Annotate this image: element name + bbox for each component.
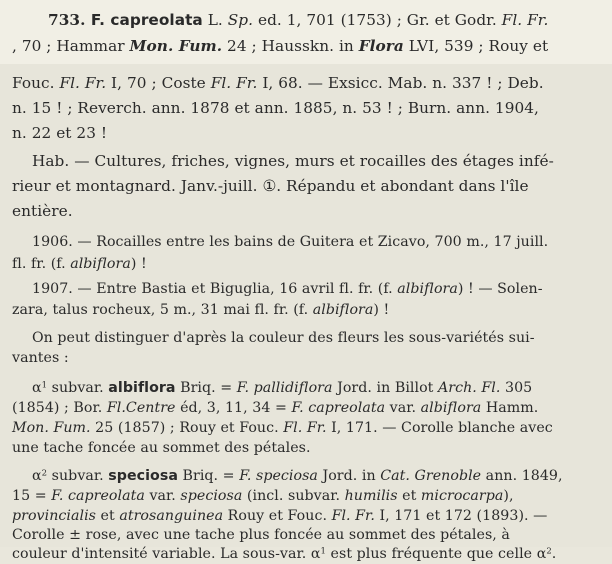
habitat-line-3: entière. — [12, 202, 73, 220]
habitat-line-2: rieur et montagnard. Janv.-juill. ①. Répandu et abondant dans l'île — [12, 177, 529, 195]
entry-line-2: , 70 ; Hammar Mon. Fum. 24 ; Hausskn. in Flora LVI, 539 ; Rouy et — [12, 37, 549, 55]
entry-line-5: n. 22 et 23 ! — [12, 124, 108, 142]
albiflora-line-4: une tache foncée au sommet des pétales. — [12, 440, 311, 456]
species-name: F. capreolata — [90, 11, 203, 29]
subvar-speciosa: speciosa — [108, 468, 178, 484]
intro-line-2: vantes : — [12, 350, 69, 366]
intro-line-1: On peut distinguer d'après la couleur des fleurs les sous-variétés sui- — [32, 330, 535, 346]
obs-1907-line-2: zara, talus rocheux, 5 m., 31 mai fl. fr. (f. albiflora) ! — [12, 302, 390, 318]
albiflora-line-3: Mon. Fum. 25 (1857) ; Rouy et Fouc. Fl. Fr. I, 171. — Corolle blanche avec — [12, 420, 553, 436]
obs-1907-line-1: 1907. — Entre Bastia et Biguglia, 16 avril fl. fr. (f. albiflora) ! — Solen- — [32, 281, 543, 297]
habitat-line-1: Hab. — Cultures, friches, vignes, murs et rocailles des étages infé- — [32, 152, 554, 170]
speciosa-line-1: $\alpha^2$ subvar. speciosa Briq. = F. speciosa Jord. in Cat. Grenoble ann. 1849, — [32, 468, 563, 484]
speciosa-line-2: 15 = F. capreolata var. speciosa (incl. subvar. humilis et microcarpa), — [12, 488, 514, 504]
obs-1906-line-2: fl. fr. (f. albiflora) ! — [12, 256, 147, 272]
albiflora-line-2: (1854) ; Bor. Fl.Centre éd, 3, 11, 34 = F. capreolata var. albiflora Hamm. — [12, 400, 539, 416]
entry-number: 733. — [48, 11, 91, 29]
speciosa-line-5: couleur d'intensité variable. La sous-var. $\alpha^1$ est plus fréquente que celle $\alpha^2$. — [12, 546, 557, 562]
subvar-albiflora: albiflora — [108, 380, 176, 396]
speciosa-line-4: Corolle ± rose, avec une tache plus foncée au sommet des pétales, à — [12, 527, 510, 543]
entry-line-1: 733. F. capreolata L. Sp. ed. 1, 701 (1753) ; Gr. et Godr. Fl. Fr. — [48, 11, 549, 29]
obs-1906-line-1: 1906. — Rocailles entre les bains de Guitera et Zicavo, 700 m., 17 juill. — [32, 234, 549, 250]
speciosa-line-3: provincialis et atrosanguinea Rouy et Fouc. Fl. Fr. I, 171 et 172 (1893). — — [12, 508, 548, 524]
albiflora-line-1: $\alpha^1$ subvar. albiflora Briq. = F. pallidiflora Jord. in Billot Arch. Fl. 305 — [32, 380, 533, 396]
entry-line-3: Fouc. Fl. Fr. I, 70 ; Coste Fl. Fr. I, 68. — Exsicc. Mab. n. 337 ! ; Deb. — [12, 74, 544, 92]
entry-line-4: n. 15 ! ; Reverch. ann. 1878 et ann. 1885, n. 53 ! ; Burn. ann. 1904, — [12, 99, 539, 117]
annual-symbol: ① — [262, 177, 277, 195]
